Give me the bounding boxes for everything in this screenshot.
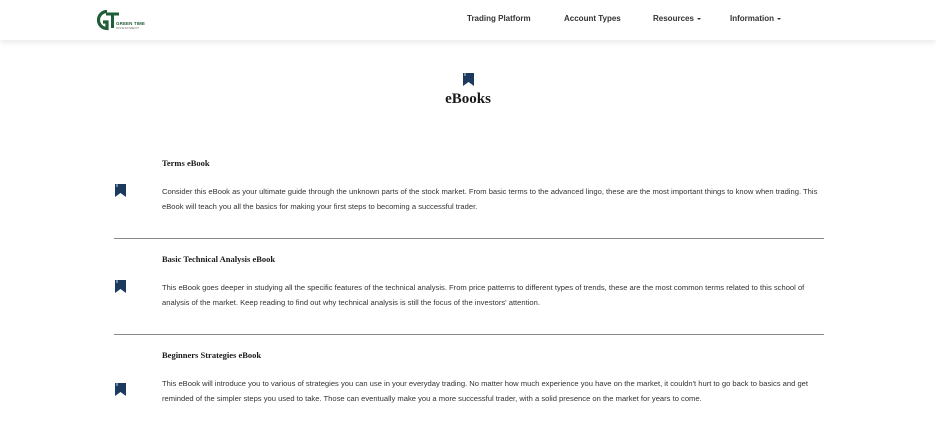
bookmark-icon <box>114 183 127 198</box>
divider <box>114 334 824 335</box>
bookmark-icon <box>114 279 127 294</box>
nav-account-types[interactable] <box>564 14 621 23</box>
nav-trading-platform-label: Trading Platform <box>467 14 531 23</box>
nav-information-label: Information <box>730 14 774 23</box>
ebook-title[interactable]: Beginners Strategies eBook <box>162 350 262 360</box>
bookmark-icon <box>462 72 475 87</box>
caret-down-icon <box>697 18 701 20</box>
brand-tagline: INVESTMENT <box>116 26 140 30</box>
top-navbar <box>0 0 936 40</box>
nav-resources-dropdown[interactable] <box>653 14 701 23</box>
ebook-item-terms <box>114 158 824 218</box>
ebook-title[interactable]: Basic Technical Analysis eBook <box>162 254 276 264</box>
divider <box>114 238 824 239</box>
ebook-description: Consider this eBook as your ultimate guide through the unknown parts of the stock market. From basic terms to the advanced lingo, these are the most important things to know when trading. This eBook will teach you all the basics for making your first steps to becoming a successful trader. <box>162 187 818 211</box>
ebook-item-technical-analysis <box>114 254 824 314</box>
brand-name: GREEN TIME <box>116 21 146 26</box>
bookmark-icon <box>114 382 127 397</box>
nav-trading-platform[interactable] <box>467 14 531 23</box>
ebook-title[interactable]: Terms eBook <box>162 158 210 168</box>
ebook-description: This eBook goes deeper in studying all the specific features of the technical analysis. From price patterns to different types of trends, these are the most common terms related to this school of analysis of the market. Keep reading to find out why technical analysis is still the focus of the investors' attention. <box>162 283 805 307</box>
nav-information-dropdown[interactable] <box>730 14 781 23</box>
caret-down-icon <box>777 18 781 20</box>
page-title: eBooks <box>445 91 491 107</box>
ebook-item-beginners-strategies <box>114 350 824 430</box>
brand-logo[interactable] <box>94 9 150 33</box>
ebook-description: This eBook will introduce you to various of strategies you can use in your everyday trading. No matter how much experience you have on the market, it couldn't hurt to go back to basics and get reminded of the simpler steps you used to take. Those can eventually make you a more successful trader, with a solid presence on the market for years to come. <box>162 379 808 403</box>
nav-account-types-label: Account Types <box>564 14 621 23</box>
nav-resources-label: Resources <box>653 14 694 23</box>
